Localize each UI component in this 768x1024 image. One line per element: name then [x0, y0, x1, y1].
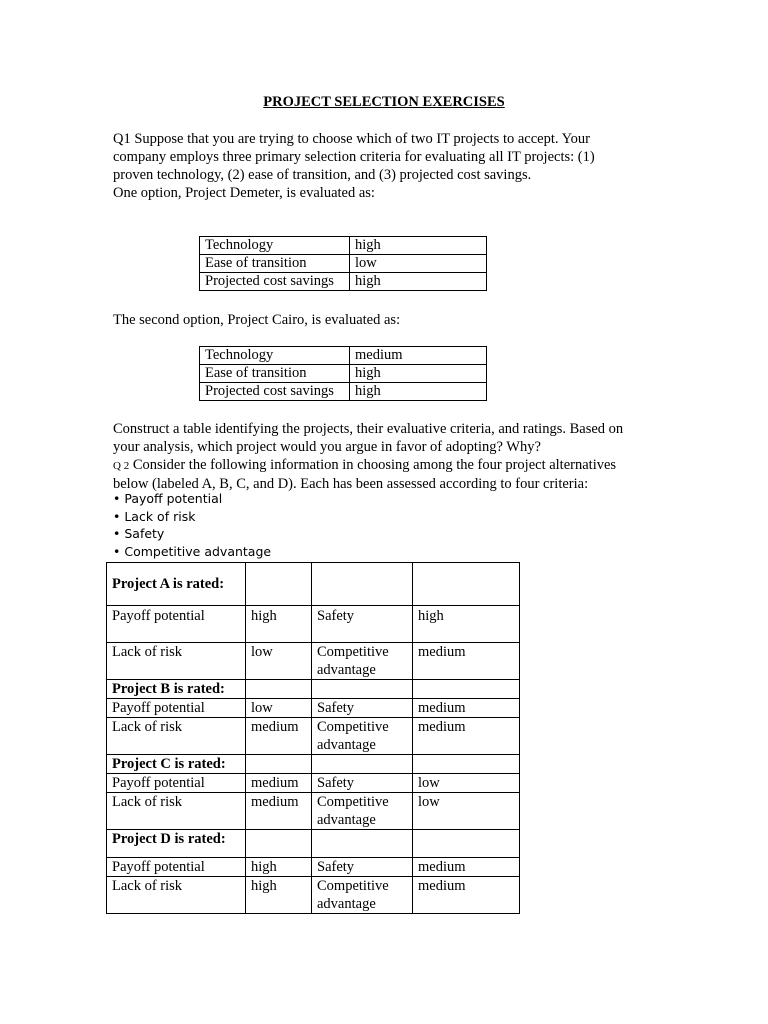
criteria-list — [113, 490, 271, 560]
projects-table — [106, 562, 520, 914]
list-item: • Lack of risk — [113, 508, 196, 524]
criterion-cell: Safety — [312, 774, 413, 793]
q1-line: One option, Project Demeter, is evaluated as: — [113, 185, 375, 201]
rating-cell: high — [246, 877, 312, 914]
rating-cell: high — [246, 606, 312, 643]
table-row — [107, 877, 520, 914]
project-header-row — [107, 680, 520, 699]
rating-cell: medium — [413, 877, 520, 914]
q1-closing-line: your analysis, which project would you argue in favor of adopting? Why? — [113, 439, 541, 455]
criterion-cell: Lack of risk — [107, 877, 246, 914]
criterion-cell: Payoff potential — [107, 858, 246, 877]
criterion-cell: Payoff potential — [107, 606, 246, 643]
criterion-cell: Safety — [312, 858, 413, 877]
criterion-cell: Lack of risk — [107, 718, 246, 755]
criterion-cell: Competitive advantage — [312, 877, 413, 914]
table-row — [107, 858, 520, 877]
project-header: Project C is rated: — [107, 755, 246, 774]
rating-cell: high — [246, 858, 312, 877]
table-row — [200, 237, 487, 255]
criterion-cell: Competitive advantage — [312, 643, 413, 680]
q2-text: Consider the following information in choosing among the four project alternatives — [129, 457, 617, 473]
rating-cell: low — [413, 774, 520, 793]
criterion-cell: Technology — [200, 237, 350, 255]
q1-line: company employs three primary selection criteria for evaluating all IT projects: (1) — [113, 149, 595, 165]
rating-cell: medium — [246, 793, 312, 830]
q1-line: proven technology, (2) ease of transition, and (3) projected cost savings. — [113, 167, 532, 183]
table-row — [107, 718, 520, 755]
rating-cell: medium — [413, 699, 520, 718]
criterion-cell: Lack of risk — [107, 793, 246, 830]
criterion-cell: Payoff potential — [107, 774, 246, 793]
table-row — [107, 699, 520, 718]
rating-cell: high — [350, 273, 487, 291]
table-row — [107, 793, 520, 830]
rating-cell: high — [350, 383, 487, 401]
rating-cell: high — [350, 365, 487, 383]
project-header-row — [107, 755, 520, 774]
rating-cell: high — [350, 237, 487, 255]
criterion-cell: Competitive advantage — [312, 718, 413, 755]
q2-number: Q 2 — [113, 460, 130, 472]
q2-line — [113, 456, 658, 475]
table-row — [200, 383, 487, 401]
criterion-cell: Technology — [200, 347, 350, 365]
table-row — [200, 255, 487, 273]
rating-cell: low — [246, 643, 312, 680]
rating-cell: low — [350, 255, 487, 273]
criterion-cell: Competitive advantage — [312, 793, 413, 830]
q2-line: below (labeled A, B, C, and D). Each has been assessed according to four criteria: — [113, 476, 589, 492]
q1-line: Q1 Suppose that you are trying to choose which of two IT projects to accept. Your — [113, 131, 590, 147]
rating-cell: medium — [350, 347, 487, 365]
list-item: • Payoff potential — [113, 491, 223, 506]
table-row — [200, 273, 487, 291]
q1-closing-line: Construct a table identifying the projects, their evaluative criteria, and ratings. Based on — [113, 421, 624, 437]
table-row — [200, 365, 487, 383]
rating-cell: medium — [413, 858, 520, 877]
rating-cell: medium — [413, 718, 520, 755]
rating-cell: low — [413, 793, 520, 830]
rating-cell: high — [413, 606, 520, 643]
list-item: • Safety — [113, 526, 165, 541]
criterion-cell: Safety — [312, 699, 413, 718]
project-header-row — [107, 830, 520, 858]
project-header: Project A is rated: — [107, 563, 246, 606]
table-row — [107, 606, 520, 643]
project-header: Project D is rated: — [107, 830, 246, 858]
criterion-cell: Payoff potential — [107, 699, 246, 718]
criterion-cell: Ease of transition — [200, 365, 350, 383]
criterion-cell: Ease of transition — [200, 255, 350, 273]
q1-closing — [113, 420, 658, 493]
project-header: Project B is rated: — [107, 680, 246, 699]
q1-paragraph — [113, 130, 658, 202]
rating-cell: medium — [413, 643, 520, 680]
criterion-cell: Lack of risk — [107, 643, 246, 680]
criterion-cell: Projected cost savings — [200, 273, 350, 291]
table-row — [107, 643, 520, 680]
table-row — [200, 347, 487, 365]
cairo-table — [199, 346, 487, 401]
rating-cell: medium — [246, 718, 312, 755]
table-row — [107, 774, 520, 793]
rating-cell: low — [246, 699, 312, 718]
rating-cell: medium — [246, 774, 312, 793]
criterion-cell: Safety — [312, 606, 413, 643]
list-item: • Competitive advantage — [113, 543, 272, 559]
project-header-row — [107, 563, 520, 606]
cairo-intro: The second option, Project Cairo, is evaluated as: — [113, 312, 401, 328]
page-title: PROJECT SELECTION EXERCISES — [263, 94, 505, 110]
demeter-table — [199, 236, 487, 291]
criterion-cell: Projected cost savings — [200, 383, 350, 401]
